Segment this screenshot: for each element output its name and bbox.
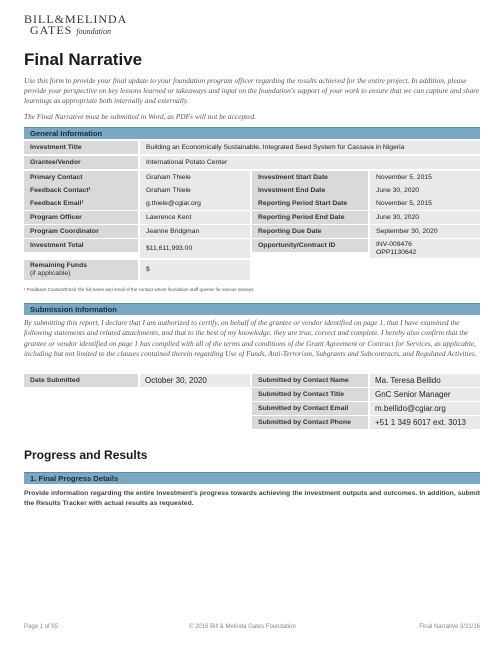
- end-date-label: Investment End Date: [252, 184, 368, 197]
- contact-phone-value[interactable]: +51 1 349 6017 ext. 3013: [370, 416, 480, 429]
- program-coordinator-value[interactable]: Jeanne Bridgman: [140, 225, 250, 238]
- remaining-funds-label: Remaining Funds (if applicable): [24, 260, 138, 280]
- contact-phone-label: Submitted by Contact Phone: [252, 416, 368, 429]
- feedback-contact-label: Feedback Contact¹: [24, 184, 138, 197]
- general-info-header: General Information: [24, 127, 480, 139]
- date-submitted-value[interactable]: October 30, 2020: [140, 374, 250, 387]
- final-progress-header: 1. Final Progress Details: [24, 472, 480, 484]
- foundation-logo: [24, 12, 128, 37]
- opportunity-id-label: Opportunity/Contract ID: [252, 239, 368, 252]
- contact-email-label: Submitted by Contact Email: [252, 402, 368, 415]
- rp-start-value[interactable]: November 5, 2015: [370, 197, 480, 210]
- rp-end-label: Reporting Period End Date: [252, 211, 368, 224]
- program-officer-label: Program Officer: [24, 211, 138, 224]
- doc-version: Final Narrative 3/31/16: [419, 624, 480, 630]
- primary-contact-value[interactable]: Graham Thiele: [140, 171, 250, 184]
- program-coordinator-label: Program Coordinator: [24, 225, 138, 238]
- grantee-label: Grantee/Vendor: [24, 156, 138, 169]
- copyright: © 2016 Bill & Melinda Gates Foundation: [189, 624, 296, 630]
- investment-title-value[interactable]: Building an Economically Sustainable, Integrated Seed System for Cassava in Nigeria: [140, 141, 480, 154]
- intro-note: The Final Narrative must be submitted in Word, as PDFs will not be accepted.: [24, 112, 257, 121]
- due-date-value[interactable]: September 30, 2020: [370, 225, 480, 238]
- remaining-funds-value[interactable]: $: [140, 260, 250, 280]
- contact-title-value[interactable]: GnC Senior Manager: [370, 388, 480, 401]
- start-date-value[interactable]: November 5, 2015: [370, 171, 480, 184]
- progress-instructions: Provide information regarding the entire investment's progress towards achieving the investment outputs and outcomes. In addition, submit the Results Tracker with actual results as requested.: [24, 490, 480, 507]
- progress-heading: Progress and Results: [24, 448, 148, 462]
- start-date-label: Investment Start Date: [252, 171, 368, 184]
- submission-info-header: Submission Information: [24, 303, 480, 315]
- feedback-email-value[interactable]: g.thiele@cgiar.org: [140, 197, 250, 210]
- rp-start-label: Reporting Period Start Date: [252, 197, 368, 210]
- date-submitted-label: Date Submitted: [24, 374, 138, 387]
- declaration-text: By submitting this report, I declare that I am authorized to certify, on behalf of the grantee or vendor identified on page 1, that I have examined the following statements and related attachments, and that to the best of my knowledge, they are true, correct and complete. I hereby also confirm that the grantee or vendor identified on page 1 has complied with all of the terms and conditions of the Grant Agreement or Contract for Services, as applicable, including but not limited to the clauses contained therein regarding Use of Funds, Anti-Terrorism, Subgrants and Subcontracts, and Regulated Activities.: [24, 318, 477, 358]
- logo-line1: BILL&MELINDA: [24, 12, 128, 26]
- investment-title-label: Investment Title: [24, 141, 138, 154]
- contact-name-label: Submitted by Contact Name: [252, 374, 368, 387]
- primary-contact-label: Primary Contact: [24, 171, 138, 184]
- investment-total-label: Investment Total: [24, 239, 138, 252]
- page-title: Final Narrative: [24, 50, 143, 69]
- page-number: Page 1 of 65: [24, 624, 59, 630]
- program-officer-value[interactable]: Lawrence Kent: [140, 211, 250, 224]
- contact-email-value[interactable]: m.bellido@cgiar.org: [370, 402, 480, 415]
- intro-text: Use this form to provide your final update to your foundation program officer regarding the results achieved for the entire project. In addition, please provide your perspective on key lessons learned or takeaways and input on the foundation's support of your work to ensure that we can capture and share learnings as appropriate both internally and externally.: [24, 76, 480, 105]
- feedback-contact-value[interactable]: Graham Thiele: [140, 184, 250, 197]
- opportunity-id-value[interactable]: INV-009476 OPP1130642: [370, 239, 480, 258]
- investment-total-value[interactable]: $11,611,993.00: [140, 239, 250, 258]
- grantee-value[interactable]: International Potato Center: [140, 156, 480, 169]
- due-date-label: Reporting Due Date: [252, 225, 368, 238]
- contact-title-label: Submitted by Contact Title: [252, 388, 368, 401]
- logo-line2: GATES foundation: [30, 23, 112, 37]
- contact-name-value[interactable]: Ma. Teresa Bellido: [370, 374, 480, 387]
- footnote: ¹ Feedback Contact/Email: the full name and email of the contact whom foundation staff queries for various surveys.: [24, 287, 255, 292]
- end-date-value[interactable]: June 30, 2020: [370, 184, 480, 197]
- rp-end-value[interactable]: June 30, 2020: [370, 211, 480, 224]
- feedback-email-label: Feedback Email¹: [24, 197, 138, 210]
